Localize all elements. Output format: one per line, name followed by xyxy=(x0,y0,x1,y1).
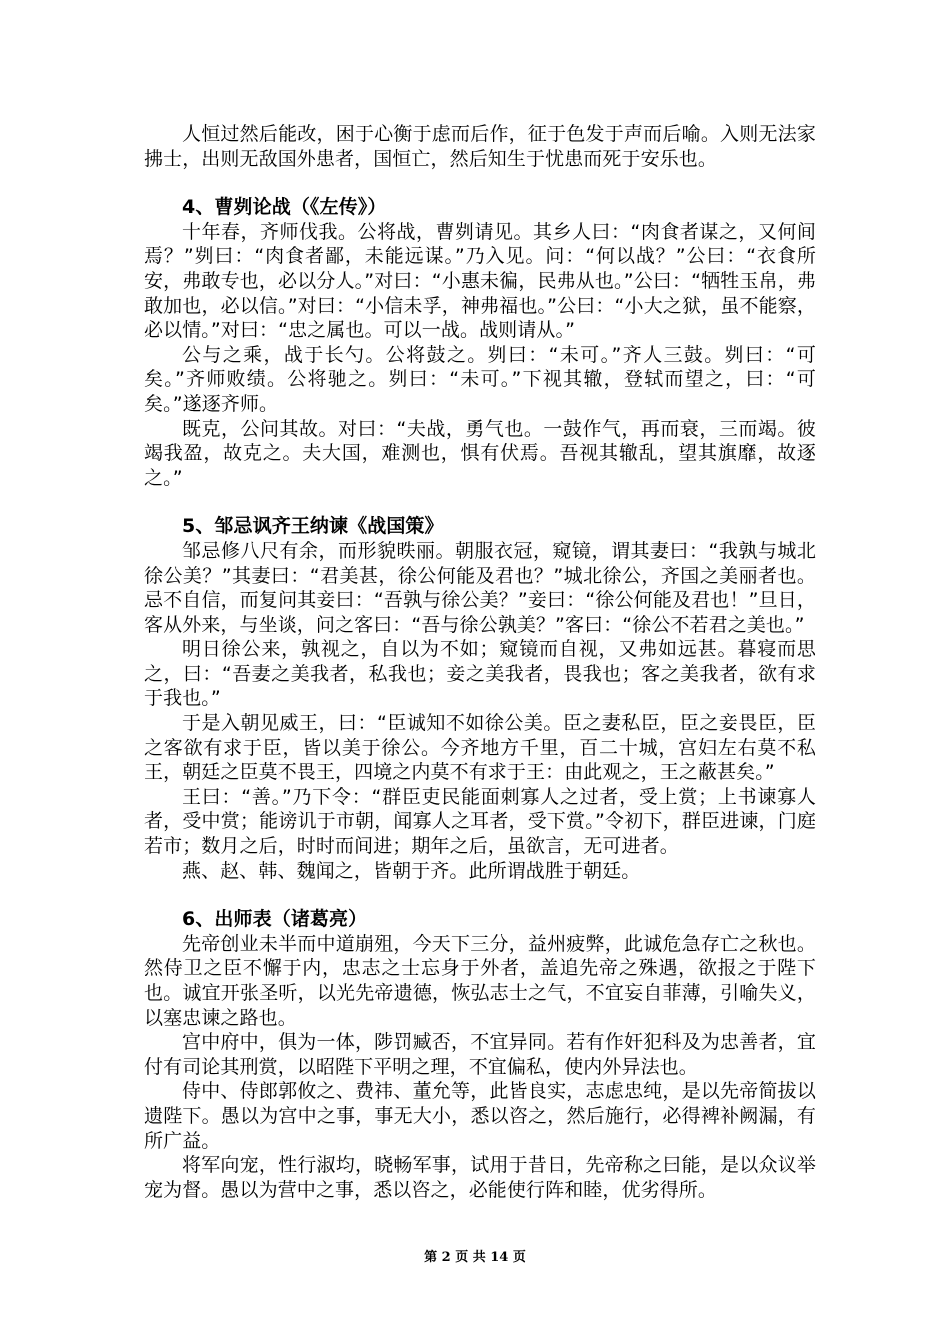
paragraph: 王曰：“善。”乃下令：“群臣吏民能面刺寡人之过者，受上赏；上书谏寡人者，受中赏；能谤讥于市朝，闻寡人之耳者，受下赏。”令初下，群臣进谏，门庭若市；数月之后，时时而间进；期年之后，虽欲言，无可进者。 xyxy=(144,785,816,858)
section-heading: 6、出师表（诸葛亮） xyxy=(182,908,368,931)
paragraph: 邹忌修八尺有余，而形貌昳丽。朝服衣冠，窥镜，谓其妻曰：“我孰与城北徐公美？”其妻曰：“君美甚，徐公何能及君也？”城北徐公，齐国之美丽者也。忌不自信，而复问其妾曰：“吾孰与徐公美？”妾曰：“徐公何能及君也！”旦日，客从外来，与坐谈，问之客曰：“吾与徐公孰美？”客曰：“徐公不若君之美也。” xyxy=(144,539,816,636)
page-content xyxy=(144,122,816,1202)
paragraph: 宫中府中，俱为一体，陟罚臧否，不宜异同。若有作奸犯科及为忠善者，宜付有司论其刑赏，以昭陛下平明之理，不宜偏私，使内外异法也。 xyxy=(144,1031,816,1078)
paragraph: 公与之乘，战于长勺。公将鼓之。刿曰：“未可。”齐人三鼓。刿曰：“可矣。”齐师败绩。公将驰之。刿曰：“未可。”下视其辙，登轼而望之，曰：“可矣。”遂逐齐师。 xyxy=(144,343,816,415)
paragraph: 既克，公问其故。对曰：“夫战，勇气也。一鼓作气，再而衰，三而竭。彼竭我盈，故克之。夫大国，难测也，惧有伏焉。吾视其辙乱，望其旗靡，故逐之。” xyxy=(144,417,816,489)
paragraph: 先帝创业未半而中道崩殂，今天下三分，益州疲弊，此诚危急存亡之秋也。然侍卫之臣不懈于内，忠志之士忘身于外者，盖追先帝之殊遇，欲报之于陛下也。诚宜开张圣听，以光先帝遗德，恢弘志士之气，不宜妄自菲薄，引喻失义，以塞忠谏之路也。 xyxy=(144,932,816,1029)
paragraph: 燕、赵、韩、魏闻之，皆朝于齐。此所谓战胜于朝廷。 xyxy=(182,859,641,882)
page-number-footer: 第 2 页 共 14 页 xyxy=(424,1250,526,1265)
section-heading: 4、曹刿论战（《左传》） xyxy=(182,196,387,219)
paragraph: 将军向宠，性行淑均，晓畅军事，试用于昔日，先帝称之曰能，是以众议举宠为督。愚以为营中之事，悉以咨之，必能使行阵和睦，优劣得所。 xyxy=(144,1154,816,1201)
paragraph: 于是入朝见威王，曰：“臣诚知不如徐公美。臣之妻私臣，臣之妾畏臣，臣之客欲有求于臣，皆以美于徐公。今齐地方千里，百二十城，宫妇左右莫不私王，朝廷之臣莫不畏王，四境之内莫不有求于王：由此观之，王之蔽甚矣。” xyxy=(144,712,816,784)
paragraph: 人恒过然后能改，困于心衡于虑而后作，征于色发于声而后喻。入则无法家拂士，出则无敌国外患者，国恒亡，然后知生于忧患而死于安乐也。 xyxy=(144,123,816,170)
paragraph: 明日徐公来，孰视之，自以为不如；窥镜而自视，又弗如远甚。暮寝而思之，曰：“吾妻之美我者，私我也；妾之美我者，畏我也；客之美我者，欲有求于我也。” xyxy=(144,638,816,710)
paragraph: 侍中、侍郎郭攸之、费祎、董允等，此皆良实，志虑忠纯，是以先帝简拔以遗陛下。愚以为宫中之事，事无大小，悉以咨之，然后施行，必得裨补阙漏，有所广益。 xyxy=(144,1080,816,1152)
section-heading: 5、邹忌讽齐王纳谏《战国策》 xyxy=(182,515,444,538)
paragraph: 十年春，齐师伐我。公将战，曹刿请见。其乡人曰：“肉食者谋之，又何间焉？”刿曰：“肉食者鄙，未能远谋。”乃入见。问：“何以战？”公曰：“衣食所安，弗敢专也，必以分人。”对曰：“小惠未徧，民弗从也。”公曰：“牺牲玉帛，弗敢加也，必以信。”对曰：“小信未孚，神弗福也。”公曰：“小大之狱，虽不能察，必以情。”对曰：“忠之属也。可以一战。战则请从。” xyxy=(144,220,816,342)
